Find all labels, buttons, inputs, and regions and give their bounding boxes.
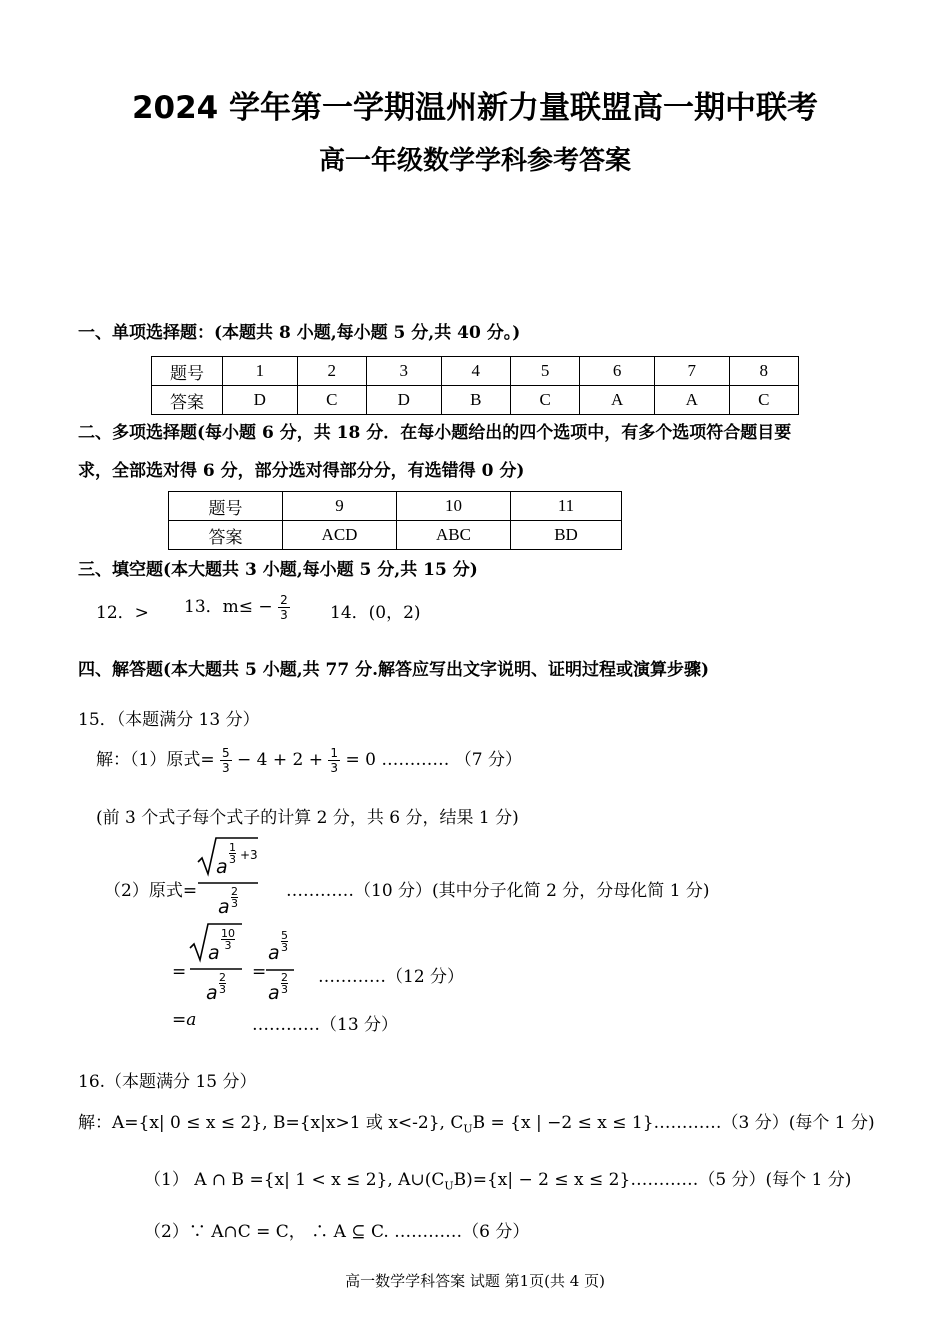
numerator-exponent <box>221 928 235 951</box>
q15-part2-prefix: （2）原式= <box>104 881 198 901</box>
denominator-exponent <box>281 972 288 995</box>
q15-title: 15．（本题满分 13 分） <box>78 710 260 730</box>
q15-step3-score: …………（13 分） <box>252 1015 399 1035</box>
table-cell: C <box>729 386 798 415</box>
q15-step2-score: …………（12 分） <box>318 967 465 987</box>
table-cell: 题号 <box>169 492 283 521</box>
denominator-exponent <box>219 972 226 995</box>
denominator-exponent <box>231 886 238 909</box>
page-title: 2024 学年第一学期温州新力量联盟高一期中联考 <box>131 90 819 126</box>
table-cell: 6 <box>580 357 655 386</box>
table-row <box>169 492 622 521</box>
q16-line1-text: 解：A={x| 0 ≤ x ≤ 2}, B={x|x>1 或 x<-2}, C <box>78 1113 464 1133</box>
section1-answer-table <box>151 356 799 415</box>
numerator-exponent <box>281 930 288 953</box>
page-subtitle: 高一年级数学学科参考答案 <box>318 146 631 176</box>
table-cell: D <box>223 386 298 415</box>
equals-sign: = <box>252 962 267 982</box>
table-cell: 11 <box>511 492 622 521</box>
exponent-denominator: 3 <box>224 939 232 952</box>
table-cell: ACD <box>283 521 397 550</box>
q16-title: 16.（本题满分 15 分） <box>78 1072 257 1092</box>
table-cell: C <box>297 386 366 415</box>
exponent-numerator: 10 <box>221 927 235 940</box>
exponent-denominator: 3 <box>281 941 288 954</box>
q16-line1 <box>78 1108 875 1135</box>
q15-part1-suffix: = 0 ………… （7 分） <box>345 750 522 770</box>
numerator-base: a <box>208 942 220 964</box>
q16-line1-rest: B = {x | −2 ≤ x ≤ 1}…………（3 分）(每个 1 分) <box>472 1113 875 1133</box>
exponent-numerator: 2 <box>219 971 226 984</box>
numerator-base: a <box>268 942 280 964</box>
section3-heading: 三、填空题(本大题共 3 小题,每小题 5 分,共 15 分) <box>78 560 478 580</box>
exponent-denominator: 3 <box>229 853 236 866</box>
fraction-numerator: 2 <box>280 593 288 607</box>
table-cell: 7 <box>654 357 729 386</box>
exponent-numerator: 1 <box>229 841 236 854</box>
table-cell: C <box>510 386 579 415</box>
table-cell: BD <box>511 521 622 550</box>
table-row <box>152 386 799 415</box>
table-cell: B <box>441 386 510 415</box>
fraction <box>278 594 290 621</box>
q15-part2-fraction <box>196 836 260 920</box>
denominator-base: a <box>206 982 218 1004</box>
section2-heading-line1: 二、多项选择题(每小题 6 分，共 18 分．在每小题给出的四个选项中，有多个选项符合题目要 <box>78 423 792 443</box>
exponent-denominator: 3 <box>219 983 226 996</box>
table-cell: 10 <box>397 492 511 521</box>
table-row <box>169 521 622 550</box>
q15-step2-fraction <box>188 922 244 1006</box>
table-cell: 答案 <box>169 521 283 550</box>
answer-13-prefix: 13．m≤ − <box>184 597 273 617</box>
q15-step2-fraction-simplified <box>266 930 296 1006</box>
fraction-denominator: 3 <box>330 761 339 775</box>
equals-sign: = <box>172 962 187 982</box>
fraction-denominator: 3 <box>221 761 230 775</box>
exponent-numerator: 2 <box>281 971 288 984</box>
table-cell: 题号 <box>152 357 223 386</box>
answer-14: 14．(0，2) <box>330 603 421 623</box>
table-cell: 3 <box>366 357 441 386</box>
q15-part2-score: …………（10 分）(其中分子化简 2 分，分母化简 1 分) <box>286 881 710 901</box>
q15-part1 <box>96 745 522 774</box>
fraction <box>328 747 340 774</box>
subscript: U <box>444 1179 454 1193</box>
q16-line3: （2）∵ A∩C = C， ∴ A ⊆ C. …………（6 分） <box>144 1222 530 1242</box>
table-cell: 5 <box>510 357 579 386</box>
table-cell: 4 <box>441 357 510 386</box>
table-cell: A <box>580 386 655 415</box>
answer-13 <box>184 592 290 621</box>
section1-heading: 一、单项选择题：(本题共 8 小题,每小题 5 分,共 40 分。) <box>78 323 521 343</box>
section4-heading: 四、解答题(本大题共 5 小题,共 77 分.解答应写出文字说明、证明过程或演算步骤) <box>78 660 710 680</box>
table-cell: 2 <box>297 357 366 386</box>
fraction-numerator: 5 <box>221 746 230 760</box>
q15-part1-mid: − 4 + 2 + <box>237 750 323 770</box>
exponent-numerator: 5 <box>281 929 288 942</box>
fraction-numerator: 1 <box>330 746 339 760</box>
section2-answer-table <box>168 491 622 550</box>
table-cell: A <box>654 386 729 415</box>
table-cell: 1 <box>223 357 298 386</box>
table-cell: 答案 <box>152 386 223 415</box>
table-cell: D <box>366 386 441 415</box>
subscript: U <box>463 1122 473 1136</box>
numerator-exponent <box>229 842 236 865</box>
answer-12: 12．> <box>96 603 149 623</box>
q16-line2 <box>144 1165 851 1192</box>
exponent-plus: +3 <box>240 848 258 862</box>
q16-line2-rest: B)={x| − 2 ≤ x ≤ 2}…………（5 分）(每个 1 分) <box>453 1170 852 1190</box>
exponent-numerator: 2 <box>231 885 238 898</box>
fraction-denominator: 3 <box>280 608 288 622</box>
table-cell: 9 <box>283 492 397 521</box>
table-cell: ABC <box>397 521 511 550</box>
table-cell: 8 <box>729 357 798 386</box>
exponent-denominator: 3 <box>281 983 288 996</box>
denominator-base: a <box>218 896 230 918</box>
q15-part1-prefix: 解：（1）原式= <box>96 750 215 770</box>
section2-heading-line2: 求，全部选对得 6 分，部分选对得部分分，有选错得 0 分) <box>78 461 525 481</box>
q15-step3: =a <box>172 1010 197 1030</box>
fraction <box>220 747 232 774</box>
denominator-base: a <box>268 982 280 1004</box>
table-row <box>152 357 799 386</box>
page-footer: 高一数学学科答案 试题 第1页(共 4 页) <box>345 1272 605 1290</box>
exponent-denominator: 3 <box>231 897 238 910</box>
q15-part1-note: (前 3 个式子每个式子的计算 2 分，共 6 分，结果 1 分) <box>96 808 519 828</box>
numerator-base: a <box>216 856 228 878</box>
q16-line2-text: （1） A ∩ B ={x| 1 < x ≤ 2}, A∪(C <box>144 1170 445 1190</box>
